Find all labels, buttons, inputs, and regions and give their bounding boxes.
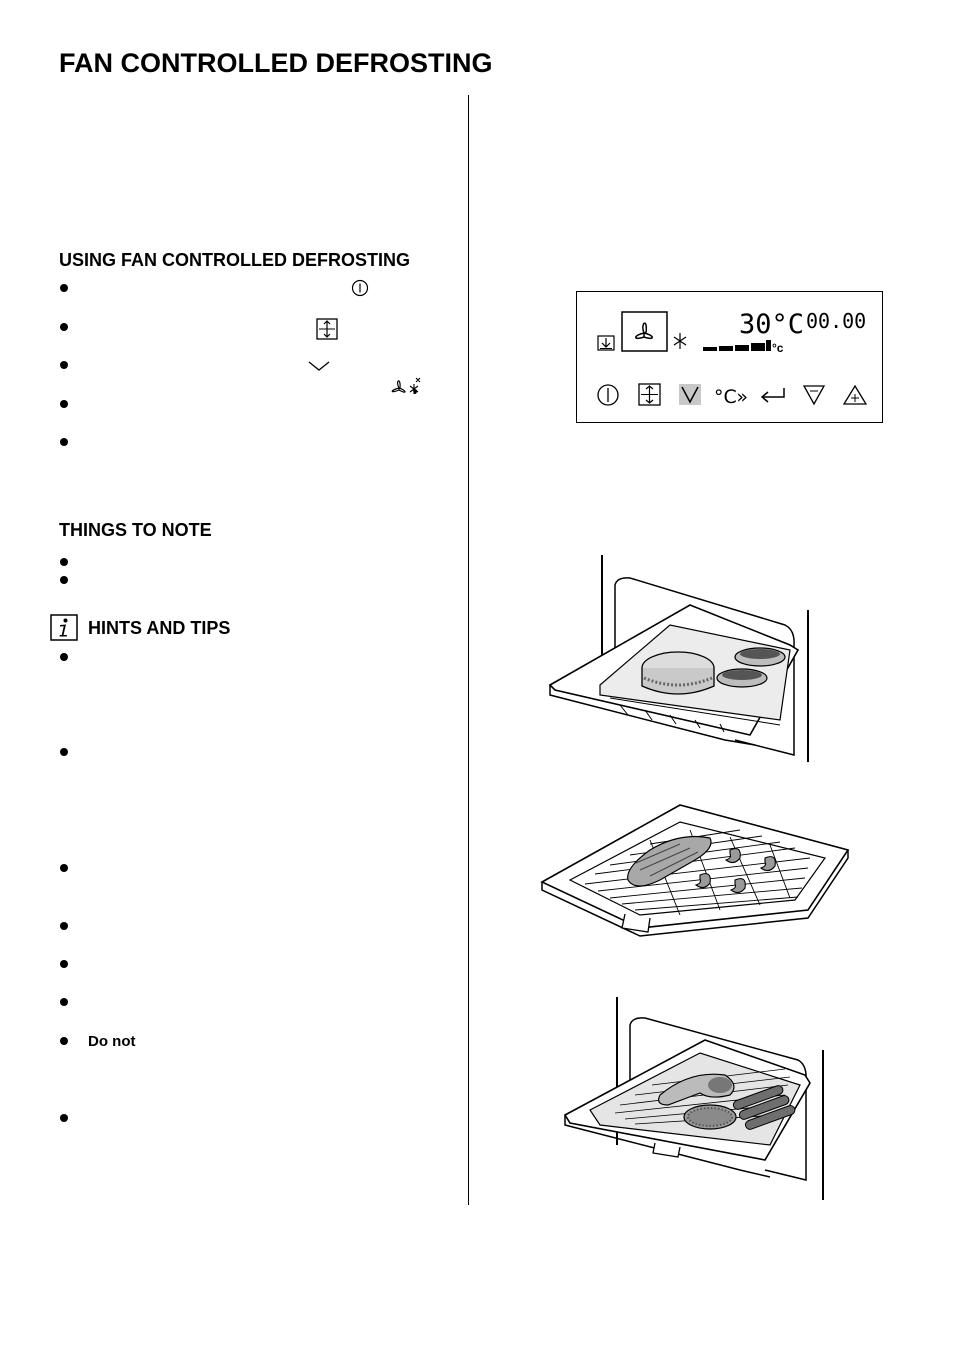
temp-button-icon: °C» — [714, 386, 749, 408]
control-panel-display — [576, 291, 883, 423]
fan-defrost-icon — [386, 376, 428, 396]
bullet — [60, 438, 68, 446]
grill-grid-illustration — [540, 800, 852, 942]
bullet — [60, 1037, 68, 1045]
bullet — [60, 864, 68, 872]
unit-small: °c — [772, 341, 784, 355]
down-button-icon — [679, 384, 701, 405]
function-select-icon — [316, 318, 338, 340]
section-heading-hints: HINTS AND TIPS — [88, 618, 231, 638]
bullet — [60, 748, 68, 756]
bullet — [60, 284, 68, 292]
page-title: FAN CONTROLLED DEFROSTING — [59, 48, 493, 78]
section-heading-using: USING FAN CONTROLLED DEFROSTING — [59, 250, 410, 270]
column-divider — [468, 95, 469, 1205]
bullet — [60, 400, 68, 408]
bullet — [60, 1114, 68, 1122]
bullet — [60, 653, 68, 661]
info-icon — [50, 614, 78, 641]
bullet — [60, 558, 68, 566]
power-icon — [351, 279, 369, 297]
bullet — [60, 922, 68, 930]
bullet — [60, 361, 68, 369]
bullet — [60, 998, 68, 1006]
temperature-readout: 30°C — [739, 309, 805, 340]
bullet — [60, 960, 68, 968]
bullet — [60, 576, 68, 584]
oven-tray-illustration — [540, 550, 820, 765]
time-readout: 00.00 — [806, 309, 867, 333]
chevron-down-icon — [308, 360, 330, 372]
grill-pan-illustration — [560, 995, 828, 1205]
section-heading-notes: THINGS TO NOTE — [59, 520, 212, 540]
do-not-text: Do not — [88, 1033, 136, 1050]
bullet — [60, 323, 68, 331]
